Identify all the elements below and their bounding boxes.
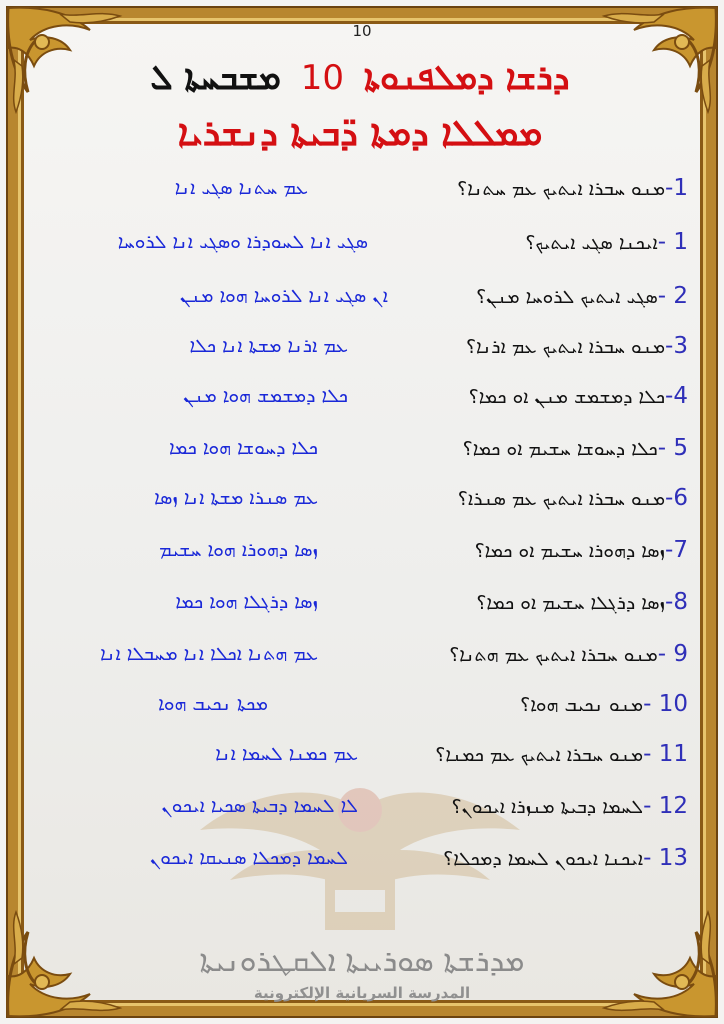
question-number: 4- — [665, 383, 688, 409]
question — [469, 376, 688, 417]
question — [435, 734, 688, 775]
question — [476, 276, 688, 317]
question-text: ܠܚܡܐ ܕܒܝܬܐ ܡܢܙܪܐ ܐܝܟܘܢ؟ — [451, 796, 644, 818]
qa-row — [20, 786, 688, 826]
lesson-title — [80, 58, 640, 98]
question-text: ܟܠܐ ܕܚܘܫܐ ܚܫܝܡ ܐܘ ܟܡܐ؟ — [462, 438, 658, 460]
question-text: ܡܢܘ ܚܒܪܐ ܐܝܬܝܟ ܥܡ ܚܬܢܐ؟ — [457, 178, 666, 200]
qa-row — [20, 530, 688, 570]
question — [443, 838, 688, 879]
lesson-subtitle: ܡܡܠܠܐ ܕܡܬܐ ܕ̈ܒܝܬܐ ܕܢܫܪܝܐ — [177, 112, 543, 154]
answer-text: ܟܠܐ ܕܚܘܫܐ ܗܘܐ ܟܡܐ — [169, 437, 318, 459]
question — [463, 428, 688, 469]
school-name-arabic: المدرسة السريانية الإلكترونية — [253, 984, 471, 1002]
answer-text: ܙܣܐ ܕܪܓܠܐ ܗܘܐ ܟܡܐ — [175, 591, 318, 613]
page-number: 10 — [352, 22, 372, 40]
question — [466, 326, 688, 367]
answer-text: ܠܐ ܠܚܡܐ ܕܒܝܬܐ ܣܟܝܐ ܐܝܟܘܢ — [161, 795, 358, 817]
question-number: 3- — [665, 333, 688, 359]
answer-text: ܠܚܡܐ ܕܡܟܠܐ ܣܢܝܩܐ ܐܝܟܘܢ — [149, 847, 348, 869]
qa-row — [20, 582, 688, 622]
question — [449, 634, 688, 675]
question-number: 1 - — [657, 229, 688, 255]
question-text: ܙܣܐ ܕܪܓܠܐ ܚܫܝܡ ܐܘ ܟܡܐ؟ — [476, 592, 666, 614]
qa-row — [20, 376, 688, 416]
question-number: 8- — [665, 589, 688, 615]
question-number: 10 - — [643, 691, 688, 717]
answer-text: ܥܡ ܗܬܢܐ ܐܟܠܐ ܐܢܐ ܡܚܒܠܐ ܐܢܐ — [100, 643, 318, 665]
qa-row — [20, 684, 688, 724]
question-text: ܡܢܘ ܚܒܪܐ ܐܝܬܝܟ ܥܡ ܐܪܢܐ؟ — [465, 336, 666, 358]
lesson-title-part: ܡܫܒܚܬܐ ܠ — [150, 58, 281, 98]
question-text: ܡܢܘ ܚܒܪܐ ܐܝܬܝܟ ܥܡ ܗܬܢܐ؟ — [449, 644, 658, 666]
qa-row — [20, 734, 688, 774]
question — [475, 530, 688, 571]
question-number: 2 - — [657, 283, 688, 309]
qa-row — [20, 168, 688, 208]
qa-row — [20, 276, 688, 316]
question-text: ܐܝܟܢܐ ܐܝܟܘܢ ܠܚܡܐ ܕܡܟܠܐ؟ — [443, 848, 644, 870]
answer-text: ܥܡ ܣܢܪܐ ܡܫܬܐ ܐܢܐ ܙܣܐ — [154, 487, 318, 509]
answer-text: ܥܡ ܐܪܢܐ ܡܫܬܐ ܐܢܐ ܟܠܐ — [189, 335, 348, 357]
question — [457, 168, 688, 209]
qa-row — [20, 222, 688, 262]
qa-row — [20, 838, 688, 878]
answer-text: ܐܢ ܣܓܝ ܐܢܐ ܠܪܘܚܐ ܗܘܐ ܡܢܢ — [179, 285, 388, 307]
question — [520, 684, 688, 725]
question-number: 6- — [665, 485, 688, 511]
question-text: ܡܢܘ ܚܒܪܐ ܐܝܬܝܟ ܥܡ ܟܡܢܐ؟ — [435, 744, 644, 766]
question-number: 5 - — [657, 435, 688, 461]
answer-text: ܣܓܝ ܐܢܐ ܠܚܘܕܪܐ ܘܣܓܝ ܐܢܐ ܠܪܘܚܐ — [117, 231, 368, 253]
school-name-syriac: ܡܕܪܫܬܐ ܣܘܪܝܝܬܐ ܐܠܩܛܪܘܢܝܬܐ — [199, 944, 525, 979]
qa-row — [20, 478, 688, 518]
question-text: ܟܠܐ ܕܡܫܡܫ ܡܢܢ ܐܘ ܟܡܐ؟ — [468, 386, 666, 408]
question-text: ܐܝܟܢܐ ܣܓܝ ܐܝܬܝܟ؟ — [525, 232, 658, 254]
qa-row — [20, 326, 688, 366]
answer-text: ܥܡ ܟܡܢܐ ܠܚܡܐ ܐܢܐ — [215, 743, 358, 765]
answer-text: ܥܡ ܚܬܢܐ ܣܓܝ ܐܢܐ — [174, 177, 308, 199]
answer-text: ܙܣܐ ܕܗܘܪܐ ܗܘܐ ܚܫܝܡ — [159, 539, 318, 561]
question-number: 12 - — [643, 793, 688, 819]
question — [476, 582, 688, 623]
answer-text: ܡܟܬܐ ܢܟܝܒ ܗܘܐ — [158, 693, 268, 715]
question-number: 11 - — [643, 741, 688, 767]
lesson-number: 10 — [300, 58, 344, 98]
question-number: 13 - — [643, 845, 688, 871]
qa-row — [20, 634, 688, 674]
question-number: 7- — [665, 537, 688, 563]
question-number: 1- — [665, 175, 688, 201]
question — [525, 222, 688, 263]
qa-row — [20, 428, 688, 468]
question-text: ܙܣܐ ܕܗܘܪܐ ܚܫܝܡ ܐܘ ܟܡܐ؟ — [474, 540, 666, 562]
question-number: 9 - — [657, 641, 688, 667]
question — [458, 478, 688, 519]
question-text: ܣܓܝ ܐܝܬܝܟ ܠܪܘܚܐ ܡܢܢ؟ — [476, 286, 658, 308]
question — [451, 786, 688, 827]
lesson-title-part: ܕܪܫܐ ܕܡܠܦܢܘܬܐ — [363, 58, 570, 98]
question-text: ܡܢܘ ܚܒܪܐ ܐܝܬܝܟ ܥܡ ܣܢܪܐ؟ — [457, 488, 666, 510]
answer-text: ܟܠܐ ܕܡܫܡܫ ܗܘܐ ܡܢܢ — [183, 385, 348, 407]
question-text: ܡܢܘ ܢܟܝܒ ܗܘܐ؟ — [520, 694, 644, 716]
